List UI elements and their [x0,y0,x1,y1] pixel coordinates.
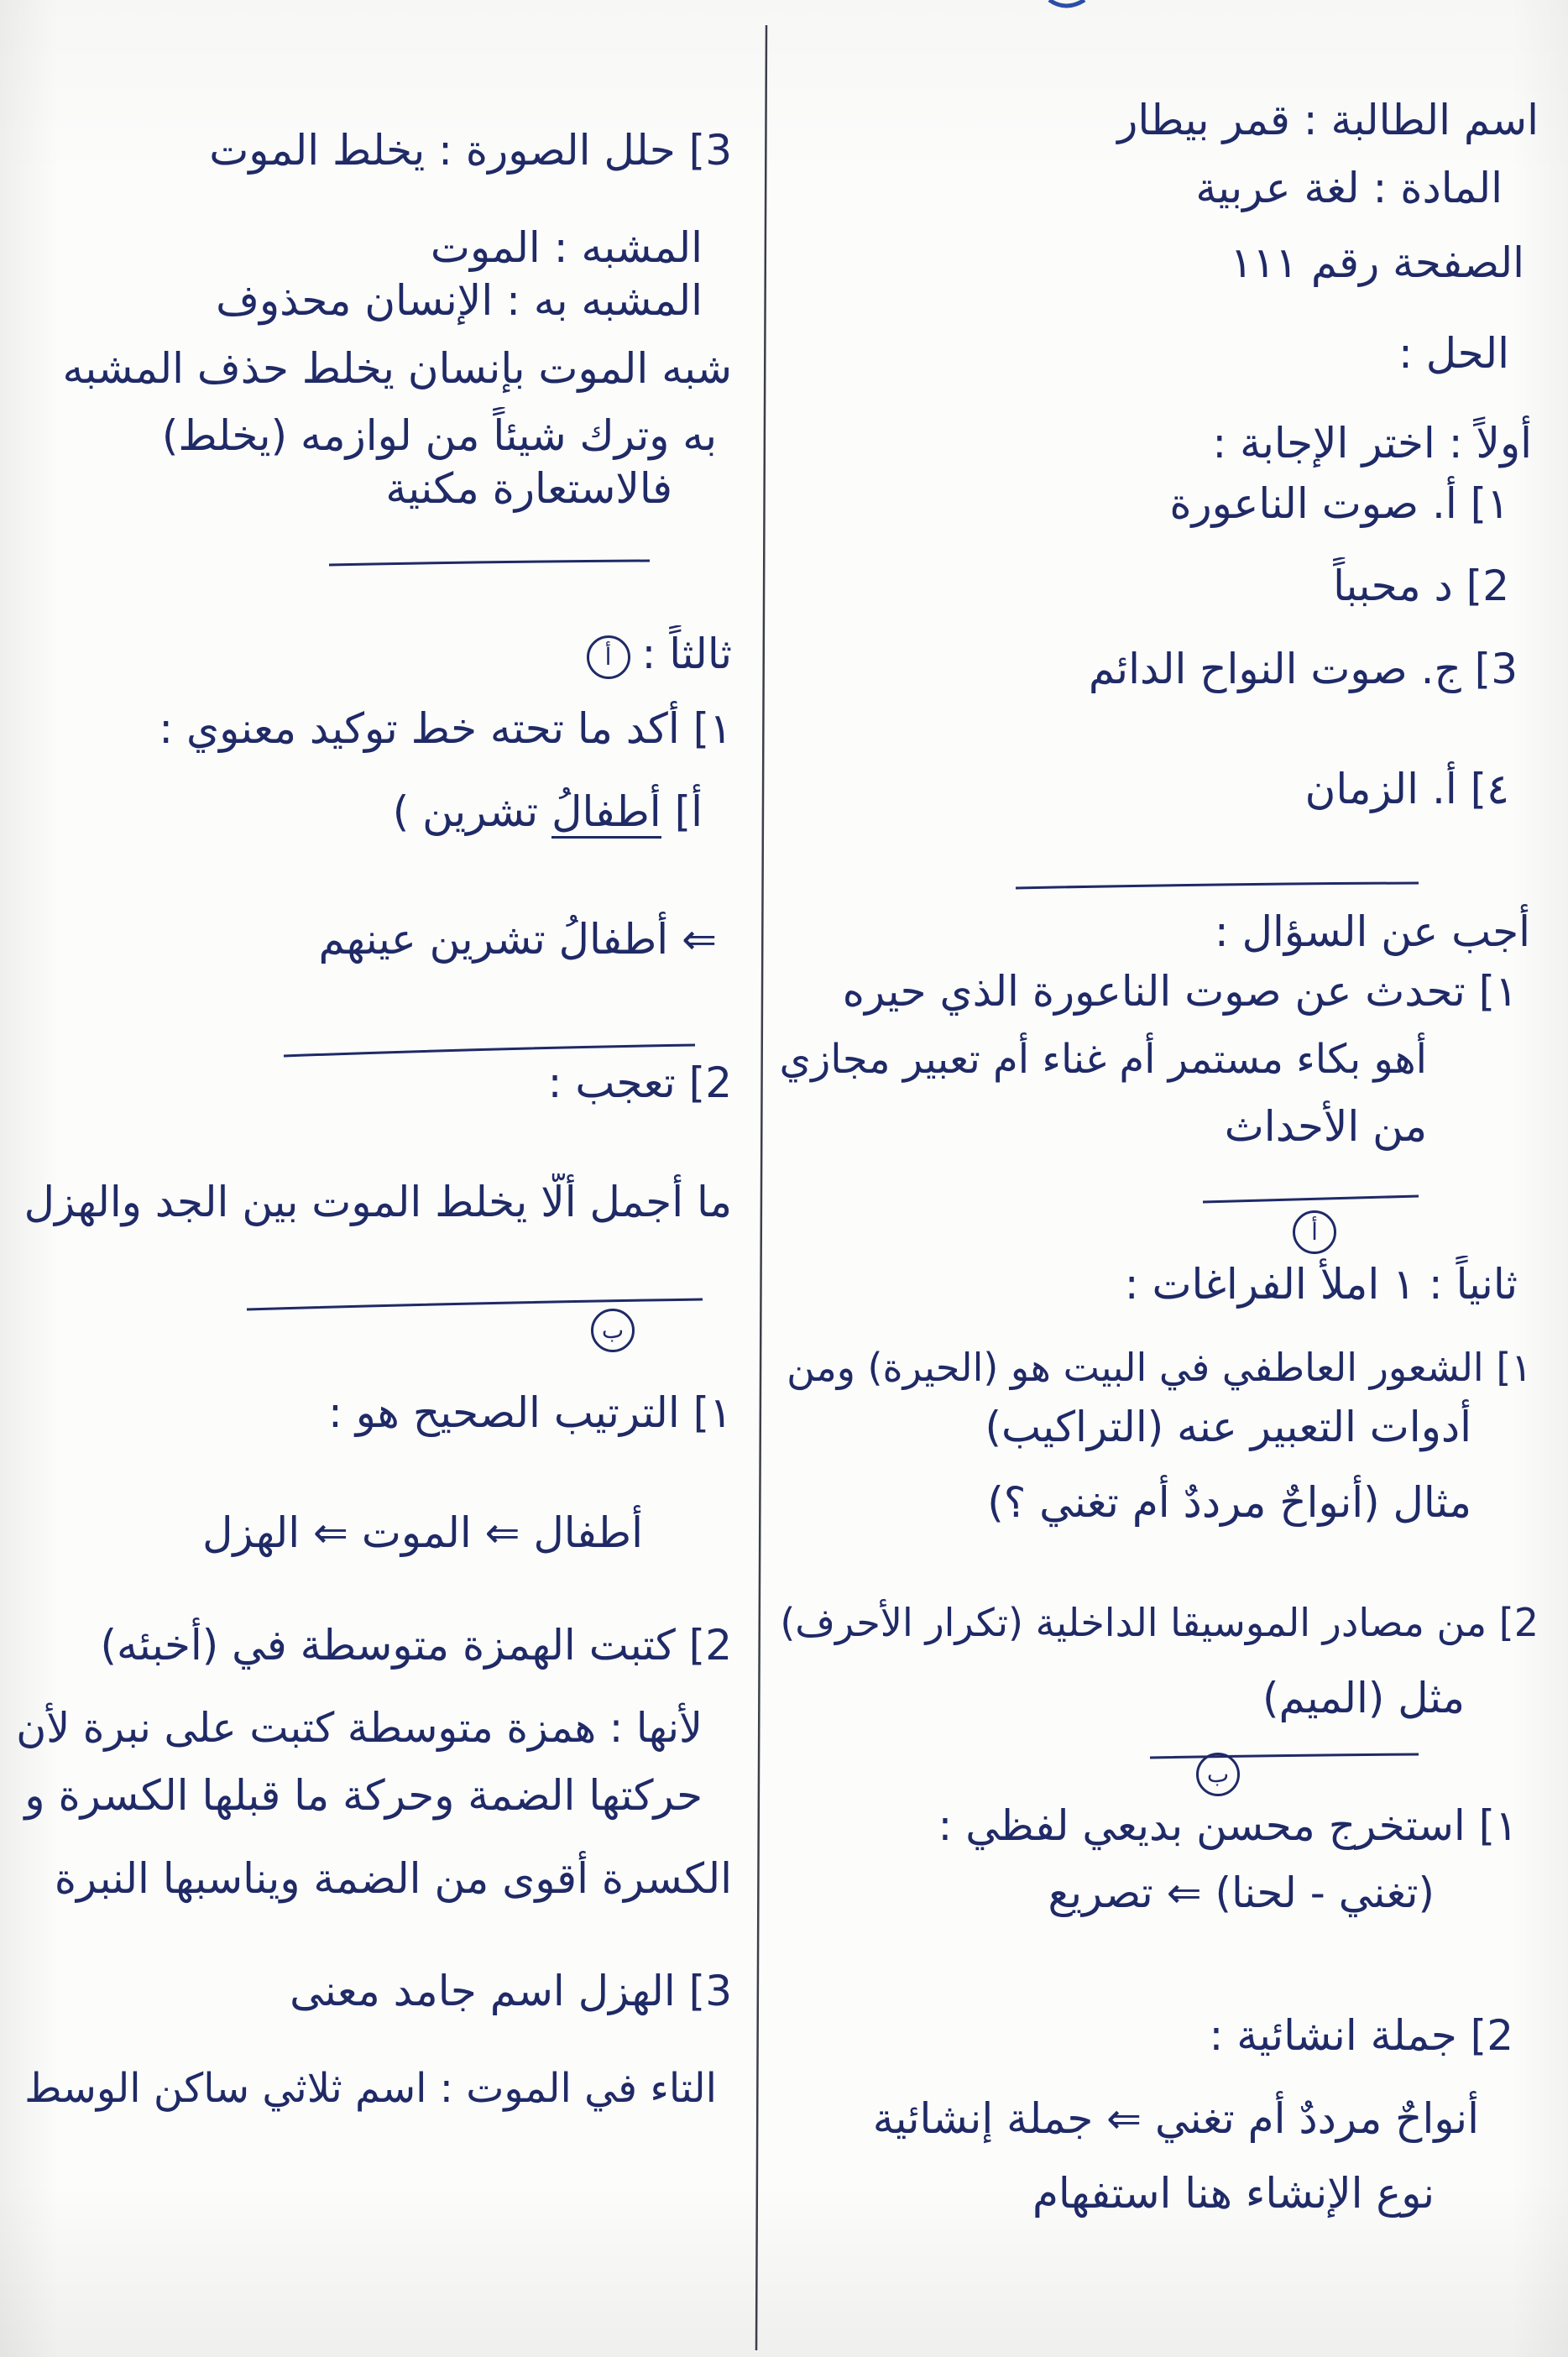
hamza-line: الكسرة أقوى من الضمة ويناسبها النبرة [54,1854,732,1903]
emphasis-answer: ⇐ أطفالُ تشرين عينهم [318,915,717,964]
part-three-heading [12,625,732,682]
exclamation-answer: ما أجمل ألّا يخلط الموت بين الجد والهزل [24,1178,732,1226]
image-analysis-line: المشبه به : الإنسان محذوف [216,276,703,325]
part-two-b-line: (تغني - لحنا) ⇐ تصريع [1048,1868,1435,1917]
answer-question-line: ١] تحدث عن صوت الناعورة الذي حيره [842,967,1518,1016]
part-one-answer: ٤] أ. الزمان [1304,765,1509,813]
emphasis-item-suffix: تشرين ) [392,787,539,836]
part-two-heading: ثانياً : ١ املأ الفراغات : [1124,1260,1518,1309]
image-analysis-line: فالاستعارة مكنية [385,464,672,513]
subject: المادة : لغة عربية [1195,164,1503,212]
section-marker-a: أ [587,635,630,679]
part-three-heading-text: ثالثاً : [641,630,732,678]
image-analysis-line: به وترك شيئاً من لوازمه (يخلط) [161,411,717,460]
exclamation-heading: 2] تعجب : [547,1058,732,1107]
answer-question-line: أهو بكاء مستمر أم غناء أم تعبير مجازي [779,1036,1427,1083]
part-two-line: ١] الشعور العاطفي في البيت هو (الحيرة) ومن [787,1345,1532,1390]
part-one-answer: ١] أ. صوت الناعورة [1169,479,1509,528]
part-two-b-line: نوع الإنشاء هنا استفهام [1032,2169,1435,2218]
image-analysis-line: شبه الموت بإنسان يخلط حذف المشبه [62,344,732,393]
part-one-heading: أولاً : اختر الإجابة : [1212,419,1532,468]
emphasis-item-underlined-word: أطفالُ [551,787,661,839]
emphasis-instruction: ١] أكد ما تحته خط توكيد معنوي : [159,704,732,753]
part-one-answer: 3] ج. صوت النواح الدائم [1088,645,1518,693]
order-answer: أطفال ⇐ الموت ⇐ الهزل [202,1508,643,1557]
part-two-line: مثال (أنواحٌ مرددٌ أم تغني ؟) [987,1478,1471,1527]
hamza-line: 2] كتبت الهمزة متوسطة في (أخبئه) [100,1621,732,1670]
student-name: اسم الطالبة : قمر بيطار [1117,96,1539,144]
emphasis-item [12,783,703,840]
part-two-line: مثل (الميم) [1262,1674,1465,1722]
hamza-line: لأنها : همزة متوسطة كتبت على نبرة لأن [16,1704,703,1752]
part-two-line: 2] من مصادر الموسيقا الداخلية (تكرار الأحرف) [780,1600,1539,1645]
part-two-b-line: أنواحٌ مرددٌ أم تغني ⇐ جملة إنشائية [872,2094,1479,2143]
part-two-b-line: ١] استخرج محسن بديعي لفظي : [938,1801,1518,1850]
order-heading: ١] الترتيب الصحيح هو : [327,1388,732,1437]
section-marker-b: ب [591,1309,635,1352]
section-marker-b: ب [1196,1753,1240,1796]
answer-question-heading: أجب عن السؤال : [1214,907,1530,956]
page-number: الصفحة رقم ١١١ [1230,238,1524,287]
section-marker-a: أ [1293,1210,1336,1254]
image-analysis-heading: 3] حلل الصورة : يخلط الموت [209,126,732,175]
image-analysis-line: المشبه : الموت [430,223,703,272]
noun-line: 3] الهزل اسم جامد معنى [290,1967,732,2015]
part-two-b-line: 2] جملة انشائية : [1209,2011,1513,2060]
part-one-answer: 2] د محبباً [1333,562,1509,610]
noun-line: التاء في الموت : اسم ثلاثي ساكن الوسط [24,2065,717,2112]
emphasis-item-prefix: أ] [674,787,703,836]
part-two-line: أدوات التعبير عنه (التراكيب) [985,1403,1471,1451]
solution-label: الحل : [1398,329,1509,378]
hamza-line: حركتها الضمة وحركة ما قبلها الكسرة و [24,1771,703,1820]
answer-question-line: من الأحداث [1224,1102,1427,1151]
